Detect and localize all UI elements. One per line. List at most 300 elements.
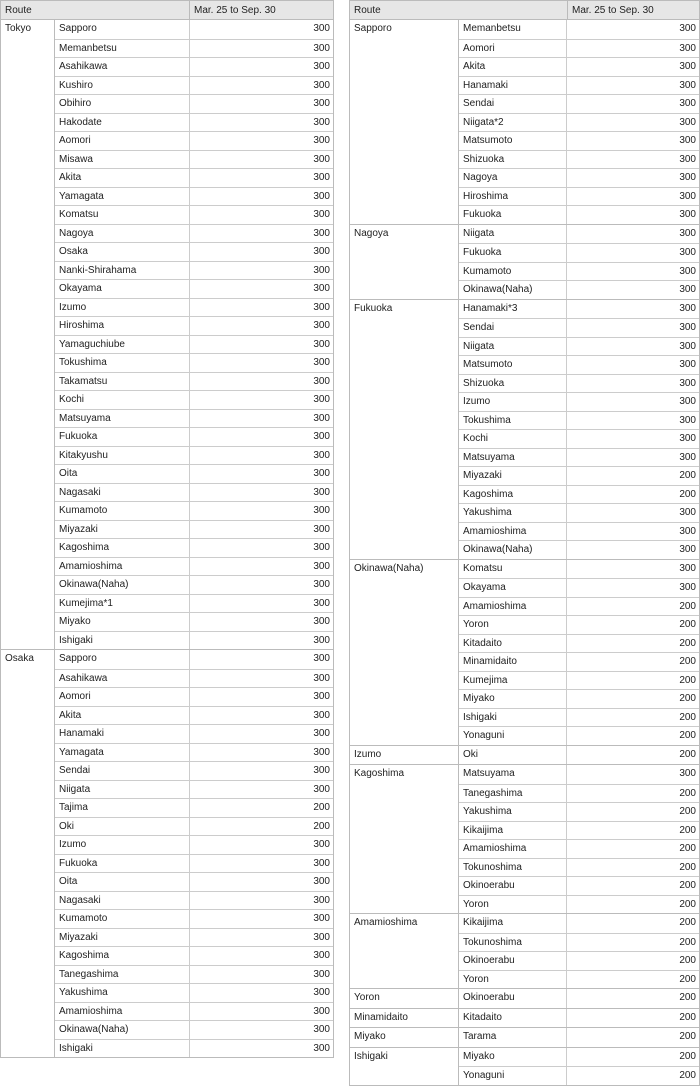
route-group: [349, 765, 700, 914]
destination-city: Yoron: [459, 971, 567, 989]
destination-city: Kumamoto: [459, 263, 567, 281]
destination-city: Ishigaki: [55, 632, 190, 650]
destination-city: Miyazaki: [55, 521, 190, 539]
destination-city: Okayama: [459, 579, 567, 597]
table-row: [459, 1009, 699, 1028]
destination-city: Kumejima*1: [55, 595, 190, 613]
table-row: [55, 650, 333, 669]
route-header: Route: [350, 1, 568, 19]
table-row: [55, 427, 333, 446]
table-row: [459, 113, 699, 132]
route-group: [349, 914, 700, 989]
table-row: [55, 20, 333, 39]
table-row: [55, 94, 333, 113]
destination-city: Tarama: [459, 1028, 567, 1047]
fare-value: 300: [679, 284, 696, 295]
table-row: [55, 557, 333, 576]
table-row: [55, 798, 333, 817]
fare-value: 300: [313, 597, 330, 609]
table-row: [55, 372, 333, 391]
table-row: [459, 802, 699, 821]
fare-value: 300: [679, 190, 696, 202]
table-row: [55, 390, 333, 409]
route-group: [349, 1028, 700, 1048]
route-group: [349, 746, 700, 766]
destination-city: Matsuyama: [459, 449, 567, 467]
fare-value: 200: [679, 730, 696, 741]
table-row: [459, 970, 699, 989]
destination-city: Kagoshima: [55, 947, 190, 965]
fare-value: 300: [679, 396, 696, 407]
fare-value: 200: [679, 843, 696, 854]
destination-city: Yakushima: [459, 504, 567, 522]
destination-city: Yakushima: [55, 984, 190, 1002]
fare-value: 300: [313, 560, 330, 572]
destination-city: Memanbetsu: [55, 40, 190, 58]
table-row: [55, 261, 333, 280]
destination-city: Nagoya: [55, 225, 190, 243]
table-row: [459, 448, 699, 467]
destination-city: Komatsu: [459, 560, 567, 579]
fare-value: 300: [679, 247, 696, 258]
table-row: [459, 76, 699, 95]
table-row: [55, 168, 333, 187]
table-row: [459, 429, 699, 448]
fare-value: 300: [313, 691, 330, 702]
destination-city: Miyako: [459, 1048, 567, 1067]
destination-city: Akita: [459, 58, 567, 76]
fare-value: 300: [313, 616, 330, 627]
destination-city: Sapporo: [55, 650, 190, 669]
fare-value: 200: [679, 619, 696, 630]
table-row: [459, 671, 699, 690]
fare-value: 200: [679, 806, 696, 817]
destination-city: Niigata: [55, 781, 190, 799]
fare-value: 300: [679, 302, 696, 314]
destination-city: Matsuyama: [55, 410, 190, 428]
table-row: [55, 575, 333, 594]
destination-city: Ishigaki: [55, 1040, 190, 1058]
fare-value: 300: [313, 449, 330, 461]
fare-value: 200: [679, 861, 696, 873]
table-row: [459, 652, 699, 671]
fare-value: 300: [313, 579, 330, 590]
origin-city: Sapporo: [350, 20, 459, 224]
fare-value: 300: [313, 542, 330, 553]
table-row: [459, 933, 699, 952]
fare-value: 300: [313, 61, 330, 72]
fare-value: 300: [679, 23, 696, 34]
fare-value: 300: [313, 876, 330, 887]
fare-value: 200: [679, 973, 696, 985]
destination-city: Amamioshima: [55, 1003, 190, 1021]
destination-city: Hakodate: [55, 114, 190, 132]
table-row: [55, 631, 333, 650]
destination-city: Obihiro: [55, 95, 190, 113]
destination-city: Yonaguni: [459, 727, 567, 745]
table-row: [55, 780, 333, 799]
fare-value: 200: [679, 1070, 696, 1081]
table-row: [55, 761, 333, 780]
table-row: [55, 353, 333, 372]
table-row: [459, 355, 699, 374]
fare-value: 300: [313, 116, 330, 128]
destination-city: Okinawa(Naha): [55, 576, 190, 594]
route-group: [349, 1009, 700, 1029]
destination-city: Matsumoto: [459, 356, 567, 374]
fare-value: 300: [679, 209, 696, 220]
destination-city: Kagoshima: [459, 486, 567, 504]
fare-value: 300: [679, 377, 696, 389]
destination-city: Yamagata: [55, 744, 190, 762]
destination-city: Komatsu: [55, 206, 190, 224]
fare-value: 200: [679, 880, 696, 891]
origin-city: Okinawa(Naha): [350, 560, 459, 745]
destination-city: Sapporo: [55, 20, 190, 39]
table-row: [459, 466, 699, 485]
fare-value: 300: [313, 987, 330, 998]
origin-city: Tokyo: [1, 20, 55, 649]
destination-city: Oki: [459, 746, 567, 765]
fare-value: 300: [313, 746, 330, 758]
destination-city: Yamagata: [55, 188, 190, 206]
table-row: [55, 872, 333, 891]
table-row: [55, 983, 333, 1002]
origin-city: Yoron: [350, 989, 459, 1008]
destination-city: Kochi: [55, 391, 190, 409]
table-row: [459, 168, 699, 187]
table-row: [459, 150, 699, 169]
table-row: [55, 316, 333, 335]
table-row: [55, 113, 333, 132]
destination-city: Sendai: [459, 95, 567, 113]
destination-city: Kagoshima: [55, 539, 190, 557]
fare-value: 300: [313, 486, 330, 498]
destination-city: Niigata: [459, 338, 567, 356]
fare-value: 300: [679, 507, 696, 518]
fare-value: 300: [313, 338, 330, 350]
destination-city: Tokunoshima: [459, 934, 567, 952]
table-row: [55, 298, 333, 317]
destination-city: Okinoerabu: [459, 952, 567, 970]
fare-value: 300: [313, 283, 330, 294]
table-row: [55, 1020, 333, 1039]
destination-city: Amamioshima: [459, 523, 567, 541]
table-row: [459, 522, 699, 541]
table-row: [459, 318, 699, 337]
destination-city: Matsuyama: [459, 765, 567, 784]
table-row: [55, 446, 333, 465]
destination-city: Yoron: [459, 896, 567, 914]
table-row: [55, 409, 333, 428]
origin-city: Amamioshima: [350, 914, 459, 988]
table-row: [459, 951, 699, 970]
destination-city: Hanamaki*3: [459, 300, 567, 319]
destination-city: Hiroshima: [55, 317, 190, 335]
table-row: [55, 835, 333, 854]
table-row: [55, 224, 333, 243]
fare-value: 300: [313, 523, 330, 535]
table-row: [459, 858, 699, 877]
destination-city: Izumo: [55, 836, 190, 854]
destination-city: Amamioshima: [459, 840, 567, 858]
table-row: [459, 784, 699, 803]
table-row: [55, 464, 333, 483]
fare-value: 300: [313, 301, 330, 313]
destination-city: Fukuoka: [459, 206, 567, 224]
fare-value: 300: [313, 172, 330, 183]
destination-city: Yamaguchiube: [55, 336, 190, 354]
table-row: [459, 578, 699, 597]
fare-value: 300: [313, 264, 330, 276]
destination-city: Kitadaito: [459, 1009, 567, 1028]
destination-city: Misawa: [55, 151, 190, 169]
fare-value: 300: [313, 431, 330, 442]
fare-value: 300: [313, 190, 330, 202]
table-row: [459, 39, 699, 58]
fare-table-right: [349, 0, 700, 1086]
destination-city: Hanamaki: [55, 725, 190, 743]
origin-city: Fukuoka: [350, 300, 459, 559]
table-row: [459, 560, 699, 579]
fare-value: 300: [679, 433, 696, 444]
destination-city: Kumamoto: [55, 910, 190, 928]
table-row: [55, 57, 333, 76]
fare-value: 300: [313, 320, 330, 331]
destination-city: Fukuoka: [55, 428, 190, 446]
fare-value: 300: [679, 153, 696, 165]
fare-value: 300: [313, 98, 330, 109]
fare-value: 300: [313, 672, 330, 684]
table-row: [459, 485, 699, 504]
destination-city: Oki: [55, 818, 190, 836]
fare-value: 200: [679, 1031, 696, 1042]
fare-value: 300: [679, 525, 696, 537]
destination-city: Okayama: [55, 280, 190, 298]
destination-city: Kitakyushu: [55, 447, 190, 465]
fare-value: 300: [313, 765, 330, 776]
fare-value: 300: [679, 768, 696, 779]
table-row: [55, 242, 333, 261]
fare-value: 300: [679, 582, 696, 593]
route-group: [349, 20, 700, 225]
destination-city: Niigata*2: [459, 114, 567, 132]
destination-city: Akita: [55, 169, 190, 187]
fare-value: 300: [679, 451, 696, 463]
destination-city: Hanamaki: [459, 77, 567, 95]
fare-value: 300: [679, 322, 696, 333]
fare-value: 300: [679, 414, 696, 426]
fare-value: 200: [679, 1011, 696, 1023]
destination-city: Miyazaki: [459, 467, 567, 485]
destination-city: Kushiro: [55, 77, 190, 95]
fare-value: 300: [313, 375, 330, 387]
table-row: [459, 1066, 699, 1085]
fare-value: 200: [313, 802, 330, 813]
origin-city: Minamidaito: [350, 1009, 459, 1028]
route-group: [0, 650, 334, 1058]
table-row: [459, 243, 699, 262]
destination-city: Ishigaki: [459, 709, 567, 727]
table-row: [459, 280, 699, 299]
destination-city: Sendai: [55, 762, 190, 780]
fare-value: 300: [313, 209, 330, 220]
fare-value: 300: [679, 562, 696, 574]
table-row: [459, 392, 699, 411]
table-row: [459, 1048, 699, 1067]
destination-city: Oita: [55, 873, 190, 891]
destination-city: Tokushima: [459, 412, 567, 430]
fare-value: 300: [313, 839, 330, 850]
destination-city: Okinawa(Naha): [459, 541, 567, 559]
destination-city: Fukuoka: [459, 244, 567, 262]
fare-value: 300: [679, 61, 696, 72]
destination-city: Asahikawa: [55, 670, 190, 688]
table-row: [459, 540, 699, 559]
table-row: [55, 1039, 333, 1058]
table-row: [459, 765, 699, 784]
table-row: [55, 187, 333, 206]
table-row: [459, 503, 699, 522]
table-row: [55, 279, 333, 298]
destination-city: Yakushima: [459, 803, 567, 821]
table-row: [459, 411, 699, 430]
table-row: [459, 337, 699, 356]
table-row: [55, 854, 333, 873]
destination-city: Aomori: [55, 688, 190, 706]
destination-city: Miyazaki: [55, 929, 190, 947]
fare-value: 200: [679, 656, 696, 667]
destination-city: Memanbetsu: [459, 20, 567, 39]
fare-value: 200: [679, 748, 696, 760]
destination-city: Nagasaki: [55, 484, 190, 502]
fare-value: 300: [313, 1024, 330, 1035]
fare-value: 300: [313, 505, 330, 516]
fare-value: 300: [679, 227, 696, 239]
destination-city: Kikaijima: [459, 914, 567, 933]
fare-value: 200: [679, 693, 696, 704]
fare-value: 200: [679, 470, 696, 481]
destination-city: Tokushima: [55, 354, 190, 372]
table-header: [0, 0, 334, 20]
fare-value: 300: [679, 359, 696, 370]
fare-value: 300: [679, 98, 696, 109]
fare-value: 300: [679, 265, 696, 277]
table-row: [55, 520, 333, 539]
table-row: [55, 687, 333, 706]
route-group: [349, 300, 700, 560]
destination-city: Tajima: [55, 799, 190, 817]
table-row: [55, 946, 333, 965]
fare-value: 200: [679, 917, 696, 928]
destination-city: Osaka: [55, 243, 190, 261]
fare-value: 300: [313, 42, 330, 54]
table-row: [55, 76, 333, 95]
fare-value: 300: [679, 544, 696, 555]
period-header: Mar. 25 to Sep. 30: [572, 5, 654, 16]
table-row: [459, 1028, 699, 1047]
fare-value: 300: [313, 950, 330, 961]
destination-city: Amamioshima: [55, 558, 190, 576]
table-row: [55, 150, 333, 169]
origin-city: Kagoshima: [350, 765, 459, 913]
destination-city: Asahikawa: [55, 58, 190, 76]
destination-city: Shizuoka: [459, 375, 567, 393]
destination-city: Sendai: [459, 319, 567, 337]
fare-value: 300: [313, 79, 330, 91]
destination-city: Miyako: [459, 690, 567, 708]
table-row: [459, 374, 699, 393]
table-row: [459, 20, 699, 39]
fare-value: 300: [313, 227, 330, 239]
table-row: [55, 1002, 333, 1021]
destination-city: Amamioshima: [459, 598, 567, 616]
fare-value: 300: [313, 913, 330, 924]
route-group: [0, 20, 334, 650]
destination-city: Tanegashima: [55, 966, 190, 984]
destination-city: Tokunoshima: [459, 859, 567, 877]
fare-value: 300: [313, 728, 330, 739]
table-row: [55, 205, 333, 224]
table-row: [55, 817, 333, 836]
fare-value: 300: [313, 783, 330, 795]
destination-city: Fukuoka: [55, 855, 190, 873]
fare-value: 300: [313, 931, 330, 943]
table-row: [459, 821, 699, 840]
fare-value: 300: [679, 135, 696, 146]
fare-value: 300: [679, 340, 696, 352]
table-row: [55, 891, 333, 910]
table-row: [55, 483, 333, 502]
table-row: [459, 895, 699, 914]
destination-city: Minamidaito: [459, 653, 567, 671]
fare-value: 300: [313, 634, 330, 646]
origin-city: Nagoya: [350, 225, 459, 299]
fare-value: 200: [679, 787, 696, 799]
table-row: [55, 724, 333, 743]
fare-table-left: [0, 0, 334, 1058]
destination-city: Matsumoto: [459, 132, 567, 150]
table-row: [459, 708, 699, 727]
fare-value: 300: [679, 42, 696, 54]
table-row: [459, 187, 699, 206]
destination-city: Takamatsu: [55, 373, 190, 391]
fare-value: 200: [679, 955, 696, 966]
table-row: [55, 39, 333, 58]
destination-city: Okinoerabu: [459, 877, 567, 895]
destination-city: Aomori: [55, 132, 190, 150]
table-row: [459, 876, 699, 895]
fare-value: 300: [313, 153, 330, 165]
route-group: [349, 989, 700, 1009]
origin-city: Miyako: [350, 1028, 459, 1047]
destination-city: Nanki-Shirahama: [55, 262, 190, 280]
route-group: [349, 1048, 700, 1086]
destination-city: Niigata: [459, 225, 567, 244]
fare-value: 300: [313, 857, 330, 869]
route-group: [349, 225, 700, 300]
table-row: [459, 262, 699, 281]
route-header: Route: [1, 1, 190, 19]
table-row: [459, 726, 699, 745]
table-row: [55, 131, 333, 150]
fare-value: 200: [679, 1050, 696, 1062]
fare-value: 200: [679, 711, 696, 723]
table-row: [459, 914, 699, 933]
fare-value: 200: [679, 824, 696, 836]
table-row: [459, 131, 699, 150]
destination-city: Kikaijima: [459, 822, 567, 840]
